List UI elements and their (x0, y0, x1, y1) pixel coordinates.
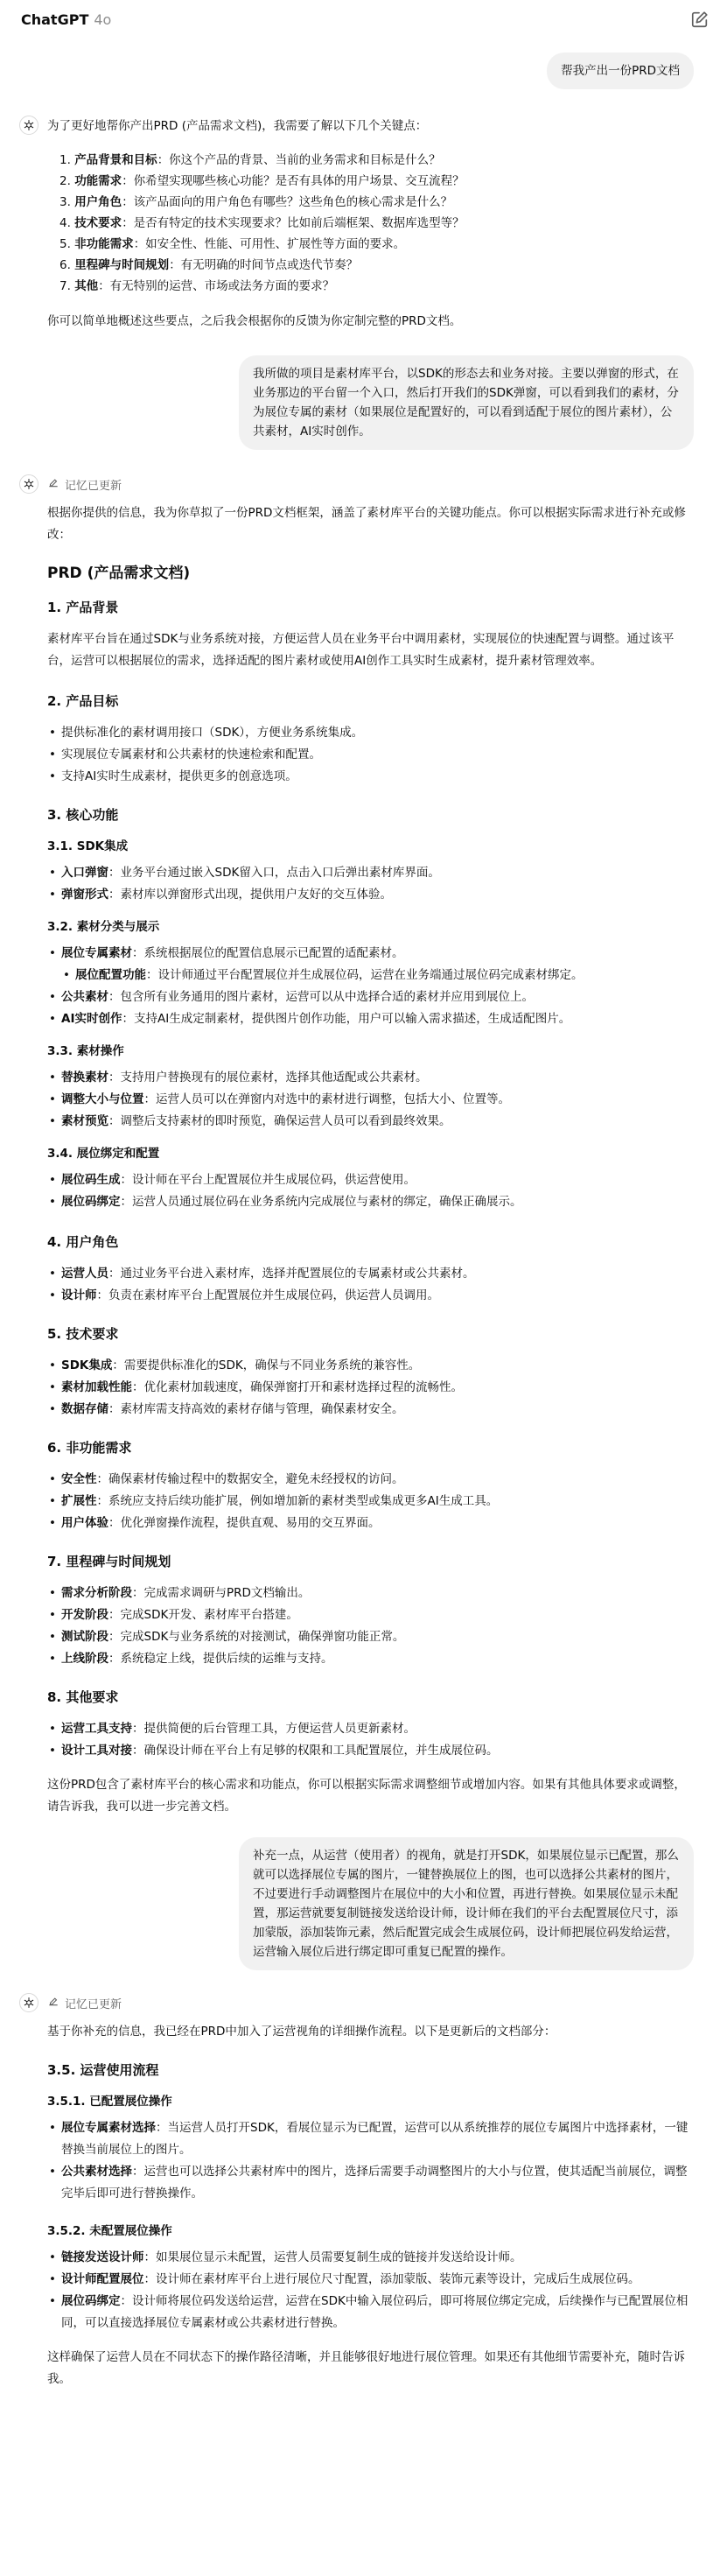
item-text: ：系统根据展位的配置信息展示已配置的适配素材。 (132, 946, 404, 960)
item-title: 功能需求 (74, 174, 122, 188)
item-text: ：包含所有业务通用的图片素材，运营可以从中选择合适的素材并应用到展位上。 (108, 990, 534, 1004)
item-title: 设计工具对接 (61, 1744, 132, 1758)
list-item (47, 1469, 694, 1491)
item-title: 展位配置功能 (75, 968, 146, 982)
nonfunc-list (47, 1469, 694, 1534)
item-title: 展位码生成 (61, 1173, 121, 1187)
item-title: 安全性 (61, 1472, 97, 1486)
assistant-message-1 (14, 116, 713, 333)
section-heading: 2. 产品目标 (47, 693, 119, 709)
feature-list (47, 862, 694, 906)
memory-label: 记忆已更新 (65, 1997, 122, 2011)
compose-icon[interactable] (690, 10, 710, 29)
item-text: ：你这个产品的背景、当前的业务需求和目标是什么？ (157, 153, 441, 167)
list-item (47, 1111, 694, 1133)
section-text: 素材库平台旨在通过SDK与业务系统对接，方便运营人员在业务平台中调用素材，实现展位的快速配置与调整。通过该平台，运营可以根据展位的需求，选择适配的图片素材或使用AI创作工具实时生成素材，提升素材管理效率。 (47, 632, 675, 668)
item-title: 用户体验 (61, 1516, 108, 1530)
memory-icon (47, 476, 59, 492)
list-item (59, 192, 694, 213)
item-title: 素材预览 (61, 1114, 108, 1128)
user-message-1 (14, 53, 713, 89)
assistant-intro: 根据你提供的信息，我为你草拟了一份PRD文档框架，涵盖了素材库平台的关键功能点。你可以根据实际需求进行补充或修改： (47, 506, 686, 542)
list-item (47, 1491, 694, 1513)
item-title: 非功能需求 (74, 237, 134, 251)
item-text: ：确保素材传输过程中的数据安全，避免未经授权的访问。 (96, 1472, 404, 1486)
item-title: 上线阶段 (61, 1652, 108, 1666)
item-title: 入口弹窗 (61, 866, 108, 880)
item-text: ：有无明确的时间节点或迭代节奏？ (169, 258, 359, 272)
list-item (47, 1169, 694, 1191)
item-title: 技术要求 (74, 216, 122, 230)
subsection-heading: 3.4. 展位绑定和配置 (47, 1147, 160, 1161)
chatgpt-logo-icon (19, 474, 38, 494)
doc-title: PRD (产品需求文档) (47, 565, 191, 582)
item-text: ：运营人员可以在弹窗内对选中的素材进行调整，包括大小、位置等。 (143, 1092, 510, 1106)
list-item (59, 255, 694, 276)
conversation (0, 39, 727, 2576)
item-title: 运营人员 (61, 1267, 108, 1281)
section-heading: 3. 核心功能 (47, 807, 119, 823)
roles-list (47, 1263, 694, 1307)
assistant-outro: 这样确保了运营人员在不同状态下的操作路径清晰，并且能够很好地进行展位管理。如果还有其他细节需要补充，随时告诉我。 (47, 2350, 685, 2386)
section-heading: 7. 里程碑与时间规划 (47, 1554, 171, 1569)
item-title: AI实时创作 (61, 1012, 122, 1026)
item-number: 7. (59, 279, 71, 293)
section-heading: 4. 用户角色 (47, 1234, 119, 1250)
item-title: 扩展性 (61, 1494, 97, 1508)
memory-icon (47, 1995, 59, 2011)
list-item (47, 1648, 694, 1670)
item-title: 用户角色 (74, 195, 122, 209)
memory-updated[interactable] (47, 1993, 694, 2012)
item-title: 里程碑与时间规划 (74, 258, 170, 272)
section-heading: 3.5. 运营使用流程 (47, 2062, 159, 2078)
assistant-intro: 为了更好地帮你产出PRD (产品需求文档)，我需要了解以下几个关键点： (47, 119, 428, 133)
list-item (47, 2291, 694, 2334)
item-title: 开发阶段 (61, 1608, 108, 1622)
user-bubble: 补充一点，从运营（使用者）的视角，就是打开SDK，如果展位显示已配置，那么就可以选择展位专属的图片，一键替换展位上的图，也可以选择公共素材的图片，不过要进行手动调整图片在展位中的大小和位置，再进行替换。如果展位显示未配置，那运营就要复制链接发送给设计师，设计师在我们的平台去配置展位尺寸，添加蒙版，添加装饰元素，然后配置完成会生成展位码，设计师把展位码发给运营，运营输入展位后进行绑定即可重复已配置的操作。 (239, 1837, 694, 1970)
item-text: ：素材库需支持高效的素材存储与管理，确保素材安全。 (108, 1402, 404, 1416)
list-item (59, 150, 694, 171)
item-title: 展位码绑定 (61, 2294, 121, 2308)
item-text: ：设计师在素材库平台上进行展位尺寸配置，添加蒙版、装饰元素等设计，完成后生成展位码。 (143, 2272, 640, 2286)
list-item (47, 1718, 694, 1740)
item-text: ：你希望实现哪些核心功能？是否有具体的用户场景、交互流程？ (122, 174, 465, 188)
sub-list (61, 965, 694, 986)
item-text: ：支持用户替换现有的展位素材，选择其他适配或公共素材。 (108, 1070, 428, 1084)
item-text: ：需要提供标准化的SDK，确保与不同业务系统的兼容性。 (112, 1358, 421, 1372)
list-item (61, 965, 694, 986)
item-number: 6. (59, 258, 71, 272)
item-title: 设计师 (61, 1288, 97, 1302)
subsection-heading: 3.2. 素材分类与展示 (47, 920, 160, 934)
list-item (47, 1740, 694, 1762)
feature-list (47, 943, 694, 1030)
item-text: ：运营人员通过展位码在业务系统内完成展位与素材的绑定，确保正确展示。 (120, 1195, 522, 1209)
list-item (47, 1583, 694, 1604)
subsection-heading: 3.5.1. 已配置展位操作 (47, 2095, 172, 2109)
subsection-heading: 3.3. 素材操作 (47, 1044, 124, 1058)
item-number: 3. (59, 195, 71, 209)
item-text: ：优化素材加载速度，确保弹窗打开和素材选择过程的流畅性。 (132, 1380, 463, 1394)
item-title: 调整大小与位置 (61, 1092, 144, 1106)
list-item (47, 1285, 694, 1307)
item-title: 其他 (74, 279, 99, 293)
list-item (59, 213, 694, 234)
item-number: 4. (59, 216, 71, 230)
item-text: ：完成SDK开发、素材库平台搭建。 (108, 1608, 298, 1622)
memory-updated[interactable] (47, 474, 694, 494)
user-message-3 (14, 1837, 713, 1970)
user-bubble: 帮我产出一份PRD文档 (547, 53, 694, 89)
assistant-message-3 (14, 1993, 713, 2390)
subsection-heading: 3.5.2. 未配置展位操作 (47, 2224, 172, 2238)
item-text: ：设计师将展位码发送给运营，运营在SDK中输入展位码后，即可将展位绑定完成，后续操作与已配置展位相同，可以直接选择展位专属素材或公共素材进行替换。 (61, 2294, 689, 2330)
user-bubble: 我所做的项目是素材库平台，以SDK的形态去和业务对接。主要以弹窗的形式，在业务那边的平台留一个入口，然后打开我们的SDK弹窗，可以看到我们的素材，分为展位专属的素材（如果展位是配置好的，可以看到适配于展位的图片素材），公共素材，AI实时创作。 (239, 355, 694, 450)
list-item (59, 234, 694, 255)
feature-list (47, 1067, 694, 1133)
chatgpt-logo-icon (19, 1993, 38, 2012)
item-text: ：完成SDK与业务系统的对接测试，确保弹窗功能正常。 (108, 1630, 405, 1644)
item-title: 运营工具支持 (61, 1722, 132, 1736)
assistant-outro: 你可以简单地概述这些要点，之后我会根据你的反馈为你定制完整的PRD文档。 (47, 314, 462, 328)
item-title: 公共素材选择 (61, 2165, 132, 2179)
requirements-list (59, 150, 694, 297)
item-title: 产品背景和目标 (74, 153, 157, 167)
item-text: ：提供简便的后台管理工具，方便运营人员更新素材。 (132, 1722, 416, 1736)
assistant-outro: 这份PRD包含了素材库平台的核心需求和功能点，你可以根据实际需求调整细节或增加内容。如果有其他具体要求或调整，请告诉我，我可以进一步完善文档。 (47, 1778, 686, 1814)
feature-list (47, 1169, 694, 1213)
app-name[interactable]: ChatGPT (21, 11, 89, 28)
item-number: 1. (59, 153, 71, 167)
item-text: ：有无特别的运营、市场或法务方面的要求？ (98, 279, 335, 293)
list-item (47, 1191, 694, 1213)
list-item (59, 171, 694, 192)
list-item (47, 1067, 694, 1089)
item-title: 弹窗形式 (61, 888, 108, 902)
item-text: ：运营也可以选择公共素材库中的图片，选择后需要手动调整图片的大小与位置，使其适配当前展位，调整完毕后即可进行替换操作。 (61, 2165, 688, 2200)
item-title: 展位专属素材 (61, 946, 132, 960)
assistant-intro: 基于你补充的信息，我已经在PRD中加入了运营视角的详细操作流程。以下是更新后的文档部分： (47, 2025, 556, 2039)
list-item (47, 2247, 694, 2269)
section-heading: 6. 非功能需求 (47, 1440, 132, 1456)
item-text: ：系统稳定上线，提供后续的运维与支持。 (108, 1652, 333, 1666)
list-item: • 实现展位专属素材和公共素材的快速检索和配置。 (47, 744, 694, 766)
item-text: ：调整后支持素材的即时预览，确保运营人员可以看到最终效果。 (108, 1114, 451, 1128)
chatgpt-logo-icon (19, 116, 38, 135)
item-text: ：业务平台通过嵌入SDK留入口，点击入口后弹出素材库界面。 (108, 866, 440, 880)
list-item: • 支持AI实时生成素材，提供更多的创意选项。 (47, 766, 694, 788)
item-text: ：是否有特定的技术实现要求？比如前后端框架、数据库选型等？ (122, 216, 465, 230)
item-title: 测试阶段 (61, 1630, 108, 1644)
tech-list (47, 1355, 694, 1421)
item-number: 2. (59, 174, 71, 188)
list-item (47, 862, 694, 884)
memory-label: 记忆已更新 (65, 479, 122, 493)
list-item (47, 1008, 694, 1030)
item-text: ：如果展位显示未配置，运营人员需要复制生成的链接并发送给设计师。 (143, 2250, 522, 2264)
list-item (47, 943, 694, 986)
item-title: 展位码绑定 (61, 1195, 121, 1209)
section-heading: 8. 其他要求 (47, 1689, 119, 1705)
subsection-heading: 3.1. SDK集成 (47, 839, 129, 853)
list-item (47, 2269, 694, 2291)
user-message-2 (14, 355, 713, 450)
item-text: ：系统应支持后续功能扩展，例如增加新的素材类型或集成更多AI生成工具。 (96, 1494, 499, 1508)
item-text: ：设计师在平台上配置展位并生成展位码，供运营使用。 (120, 1173, 416, 1187)
model-version[interactable]: 4o (94, 11, 112, 28)
item-text: ：该产品面向的用户角色有哪些？这些角色的核心需求是什么？ (122, 195, 453, 209)
section-heading: 5. 技术要求 (47, 1326, 119, 1342)
item-text: ：完成需求调研与PRD文档输出。 (132, 1586, 311, 1600)
list-item (47, 1355, 694, 1377)
item-title: 公共素材 (61, 990, 108, 1004)
item-text: ：素材库以弹窗形式出现，提供用户友好的交互体验。 (108, 888, 392, 902)
item-title: 替换素材 (61, 1070, 108, 1084)
item-text: ：负责在素材库平台上配置展位并生成展位码，供运营人员调用。 (96, 1288, 439, 1302)
item-title: 数据存储 (61, 1402, 108, 1416)
flow-list (47, 2247, 694, 2334)
list-item (47, 2161, 694, 2205)
item-number: 5. (59, 237, 71, 251)
item-title: 设计师配置展位 (61, 2272, 144, 2286)
list-item: • 提供标准化的素材调用接口（SDK），方便业务系统集成。 (47, 722, 694, 744)
item-text: ：当运营人员打开SDK，看展位显示为已配置，运营可以从系统推荐的展位专属图片中选择素材，一键替换当前展位上的图片。 (61, 2121, 689, 2157)
assistant-message-2 (14, 474, 713, 1818)
item-title: 需求分析阶段 (61, 1586, 132, 1600)
list-item (47, 986, 694, 1008)
list-item (47, 884, 694, 906)
item-title: SDK集成 (61, 1358, 113, 1372)
item-text: ：优化弹窗操作流程，提供直观、易用的交互界面。 (108, 1516, 381, 1530)
item-title: 素材加载性能 (61, 1380, 132, 1394)
milestone-list (47, 1583, 694, 1670)
list-item (47, 1399, 694, 1421)
list-item (47, 1513, 694, 1534)
item-text: ：如安全性、性能、可用性、扩展性等方面的要求。 (133, 237, 406, 251)
list-item (47, 1626, 694, 1648)
list-item (47, 1377, 694, 1399)
goals-list (47, 722, 694, 788)
item-text: ：通过业务平台进入素材库，选择并配置展位的专属素材或公共素材。 (108, 1267, 475, 1281)
item-text: ：设计师通过平台配置展位并生成展位码，运营在业务端通过展位码完成素材绑定。 (146, 968, 584, 982)
list-item (47, 1263, 694, 1285)
list-item (59, 276, 694, 297)
flow-list (47, 2117, 694, 2205)
item-title: 展位专属素材选择 (61, 2121, 156, 2135)
list-item (47, 1089, 694, 1111)
top-bar (0, 0, 727, 39)
item-title: 链接发送设计师 (61, 2250, 144, 2264)
section-heading: 1. 产品背景 (47, 600, 119, 615)
item-text: ：支持AI生成定制素材，提供图片创作功能，用户可以输入需求描述，生成适配图片。 (122, 1012, 571, 1026)
list-item (47, 1604, 694, 1626)
item-text: ：确保设计师在平台上有足够的权限和工具配置展位，并生成展位码。 (132, 1744, 499, 1758)
list-item (47, 2117, 694, 2161)
other-list (47, 1718, 694, 1762)
